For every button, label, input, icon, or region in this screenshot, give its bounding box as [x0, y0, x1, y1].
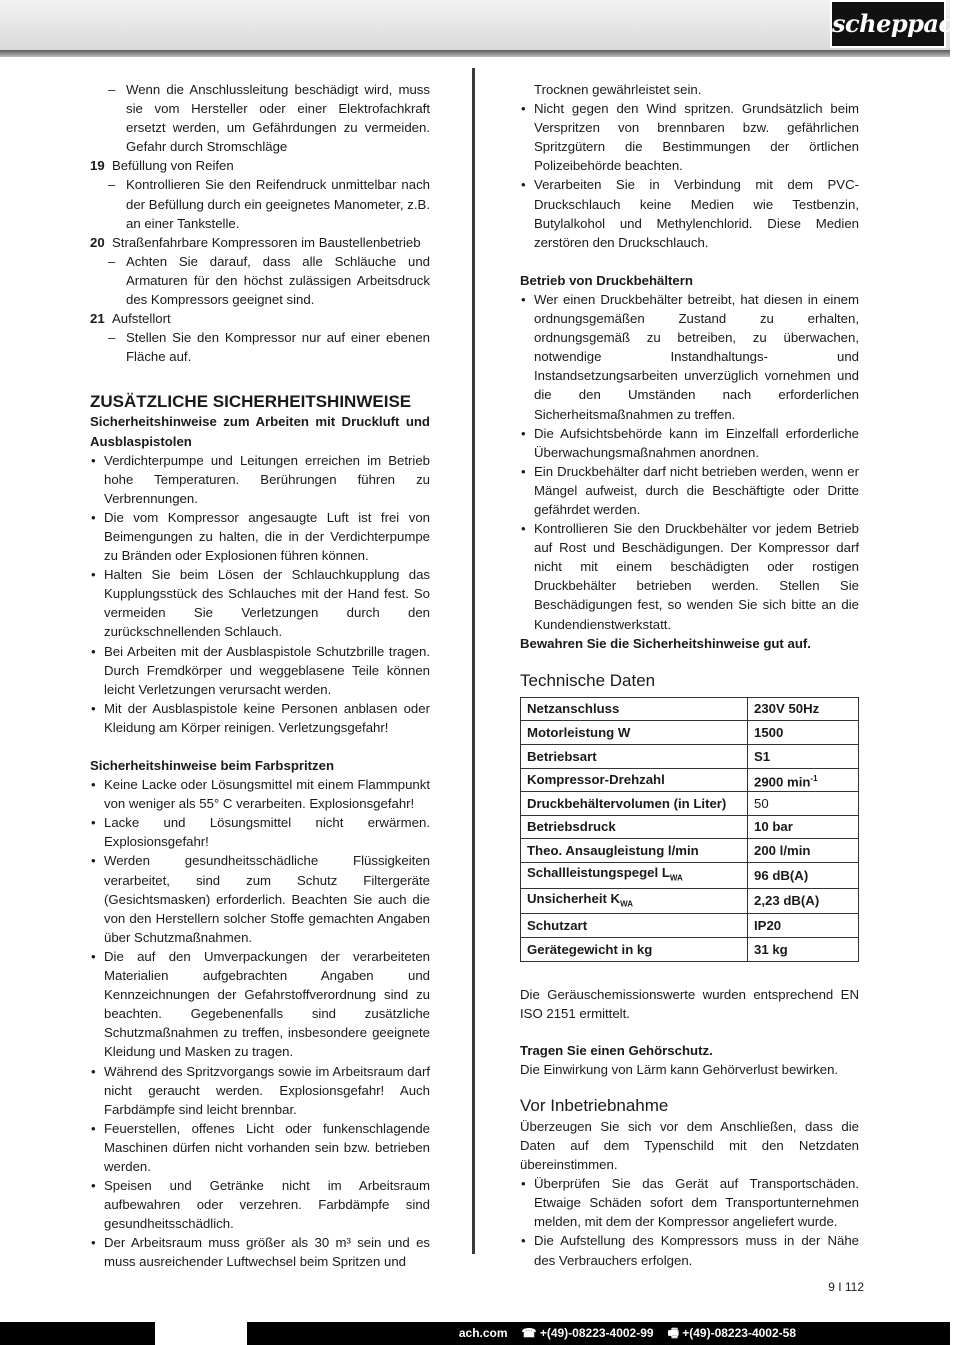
dash-item: [90, 328, 430, 366]
spec-key: Netzanschluss: [521, 697, 748, 721]
table-row: [521, 937, 859, 961]
numbered-item: [90, 156, 430, 175]
bullet-item: [520, 175, 859, 251]
table-row: [521, 862, 859, 888]
dash-text: Wenn die Anschlussleitung beschädigt wird, muss sie vom Hersteller oder einer Elektrofachkraft ersetzt werden, um Gefährdungen zu vermeiden. Gefahr durch Stromschläge: [126, 82, 430, 155]
spec-value: IP20: [748, 914, 859, 938]
bullet-marker: •: [521, 291, 526, 307]
bullet-list-compressed-air: [90, 451, 430, 737]
spec-key-cell: [521, 888, 748, 914]
bullet-marker: •: [521, 101, 526, 117]
bullet-text: Ein Druckbehälter darf nicht betrieben werden, wenn er Mängel aufweist, durch die Beschäftigte oder Dritte gefährdet werden.: [534, 463, 859, 517]
subheading-compressed-air: Sicherheitshinweise zum Arbeiten mit Druckluft und Ausblaspistolen: [90, 414, 430, 449]
spec-value-cell: [748, 768, 859, 792]
tech-data-table: [520, 697, 859, 962]
bullet-text: Wer einen Druckbehälter betreibt, hat diesen in einem ordnungsgemäßen Zustand zu erhalten, ordnungsgemäß zu betreiben, zu überwachen, notwendige Instandhaltungs- und Instandsetzungsarbeiten unverzüglich vornehmen und die den Umständen nach erforderlichen Sicherheitsmaßnahmen zu treffen.: [534, 291, 859, 422]
bullet-marker: •: [91, 948, 96, 964]
bullet-text: Die Aufsichtsbehörde kann im Einzelfall erforderliche Überwachungsmaßnahmen anordnen.: [534, 425, 859, 460]
bullet-text: Nicht gegen den Wind spritzen. Grundsätzlich beim Verspritzen von brennbaren bzw. gefährlichen Spritzgütern die Bestimmungen der örtlichen Polizeibehörde beachten.: [534, 101, 859, 174]
brand-logo: scheppach: [830, 0, 946, 48]
table-row: [521, 721, 859, 745]
table-row: [521, 697, 859, 721]
bullet-item: [90, 1176, 430, 1233]
bullet-item: [90, 642, 430, 699]
continued-text-content: Trocknen gewährleistet sein.: [534, 82, 702, 97]
spec-value: S1: [748, 744, 859, 768]
bullet-marker: •: [91, 853, 96, 869]
spec-key: Betriebsart: [521, 744, 748, 768]
bullet-text: Lacke und Lösungsmittel nicht erwärmen. Explosionsgefahr!: [104, 815, 430, 850]
spec-value: 1500: [748, 721, 859, 745]
spec-key: Unsicherheit K: [527, 890, 621, 906]
item-title: Befüllung von Reifen: [112, 158, 234, 174]
bullet-marker: •: [91, 1120, 96, 1136]
spec-key: Kompressor-Drehzahl: [521, 768, 748, 792]
bullet-text: Werden gesundheitsschädliche Flüssigkeiten verarbeitet, sind zum Schutz Filtergeräte (Gesichtsmasken) erforderlich. Beachten Sie auch die von den Herstellern solcher Stoffe gemachten Angaben über Schutzmaßnahmen.: [104, 853, 430, 945]
item-title: Straßenfahrbare Kompressoren im Baustellenbetrieb: [112, 234, 421, 250]
bullet-item: [90, 775, 430, 813]
bullet-text: Kontrollieren Sie den Druckbehälter vor jedem Betrieb auf Rost und Beschädigungen. Der Kompressor darf nicht mit einem beschädigten oder rostigen Druckbehälter betrieben werden. Stellen Sie Beschädigungen fest, so wenden Sie sich bitte an die Kundendienstwerkstatt.: [534, 521, 859, 632]
bullet-marker: •: [91, 452, 96, 468]
bullet-text: Speisen und Getränke nicht im Arbeitsraum aufbewahren oder verzehren. Farbdämpfe sind gesundheitsschädlich.: [104, 1178, 430, 1232]
bullet-marker: •: [91, 1063, 96, 1079]
dash-item: [90, 80, 430, 156]
footer-website: ach.com: [458, 1326, 508, 1340]
bullet-item: [90, 1062, 430, 1119]
bullet-text: Feuerstellen, offenes Licht oder funkenschlagende Maschinen dürfen nicht vorhanden sein bzw. betrieben werden.: [104, 1120, 430, 1174]
bullet-text: Die auf den Umverpackungen der verarbeiteten Materialien aufgebrachten Angaben und Kennzeichnungen der Gefahrstoffverordnung sind zu beachten. Gegebenenfalls sind zusätzliche Schutzmaßnahmen zu treffen, insbesondere geeignete Kleidung und Masken zu tragen.: [104, 948, 430, 1060]
bullet-item: [520, 519, 859, 634]
spec-value: 2,23 dB(A): [748, 888, 859, 914]
header-rule: [0, 50, 950, 57]
spec-key: Betriebsdruck: [521, 815, 748, 839]
spec-value: 50: [748, 792, 859, 816]
spec-key: Druckbehältervolumen (in Liter): [521, 792, 748, 816]
bullet-text: Halten Sie beim Lösen der Schlauchkupplung das Kupplungsstück des Schlauches mit der Hand fest. So vermeiden Sie Verletzungen durch den zurückschnellenden Schlauch.: [104, 567, 430, 640]
item-number: 20: [90, 234, 105, 250]
spec-value-superscript: -1: [810, 773, 818, 783]
bullet-item: [90, 813, 430, 851]
bullet-item: [520, 1231, 859, 1269]
spec-key: Gerätegewicht in kg: [521, 937, 748, 961]
bullet-marker: •: [91, 643, 96, 659]
table-row: [521, 792, 859, 816]
bullet-text: Der Arbeitsraum muss größer als 30 m³ sein und es muss ausreichender Luftwechsel beim Spritzen und: [104, 1235, 430, 1270]
spec-key: Schutzart: [521, 914, 748, 938]
bullet-list-paint-spraying: [90, 775, 430, 1271]
dash-text: Kontrollieren Sie den Reifendruck unmittelbar nach der Befüllung durch ein geeignetes Manometer, z.B. an einer Tankstelle.: [126, 177, 430, 231]
dash-marker: –: [108, 330, 116, 346]
bullet-marker: •: [91, 815, 96, 831]
bullet-marker: •: [91, 567, 96, 583]
subheading-pressure-vessels: Betrieb von Druckbehältern: [520, 272, 693, 288]
bullet-text: Verarbeiten Sie in Verbindung mit dem PVC-Druckschlauch keine Medien wie Testbenzin, Butylalkohol und Methylenchlorid. Diese Medien zerstören den Druckschlauch.: [534, 177, 859, 250]
table-row: [521, 914, 859, 938]
bullet-text: Die vom Kompressor angesaugte Luft ist frei von Beimengungen zu halten, die in der Verdichterpumpe zu Bränden oder Explosionen führen können.: [104, 509, 430, 564]
bullet-text: Die Aufstellung des Kompressors muss in der Nähe des Verbrauchers erfolgen.: [534, 1233, 859, 1268]
subheading-paint-spraying: Sicherheitshinweise beim Farbspritzen: [90, 758, 335, 773]
keep-instructions-note: Bewahren Sie die Sicherheitshinweise gut auf.: [520, 635, 811, 651]
header-band: [0, 0, 950, 52]
bullet-text: Überprüfen Sie das Gerät auf Transportschäden. Etwaige Schäden sofort dem Transportunternehmen melden, mit dem der Kompressor angeliefert wurde.: [534, 1176, 859, 1230]
spec-key: Motorleistung W: [521, 721, 748, 745]
bullet-item: [90, 451, 430, 508]
spec-key-subscript: WA: [669, 873, 683, 883]
dash-marker: –: [108, 253, 116, 269]
bullet-item: [520, 462, 859, 519]
dash-text: Achten Sie darauf, dass alle Schläuche und Armaturen für den höchst zulässigen Arbeitsdruck des Kompressors geeignet sind.: [126, 253, 430, 308]
spec-value: 10 bar: [748, 815, 859, 839]
item-title: Aufstellort: [112, 311, 171, 327]
dash-marker: –: [108, 82, 116, 97]
bullet-item: [90, 508, 430, 565]
dash-text: Stellen Sie den Kompressor nur auf einer ebenen Fläche auf.: [126, 330, 430, 365]
bullet-item: [90, 947, 430, 1062]
continued-text: [520, 80, 859, 99]
spec-value: 200 l/min: [748, 839, 859, 863]
bullet-item: [90, 851, 430, 946]
bullet-marker: •: [91, 1235, 96, 1251]
bullet-item: [90, 1119, 430, 1176]
numbered-list: [90, 80, 430, 366]
page-number: 9 I 112: [828, 1280, 864, 1294]
bullet-marker: •: [91, 509, 96, 525]
spec-key-subscript: WA: [620, 899, 633, 909]
numbered-item: [90, 233, 430, 252]
table-row: [521, 768, 859, 792]
bullet-item: [520, 290, 859, 424]
footer-fax: 🖷 +(49)-08223-4002-58: [667, 1326, 796, 1340]
spec-value: 96 dB(A): [748, 862, 859, 888]
bullet-item: [90, 565, 430, 641]
left-column: [90, 80, 430, 1272]
bullet-marker: •: [521, 1176, 526, 1192]
bullet-marker: •: [521, 1233, 526, 1249]
bullet-text: Bei Arbeiten mit der Ausblaspistole Schutzbrille tragen. Durch Fremdkörper und weggeblasene Teile können leicht Verletzungen verursacht werden.: [104, 643, 430, 697]
spec-value: 230V 50Hz: [748, 697, 859, 721]
spec-value: 2900 min: [754, 773, 811, 789]
tech-data-heading: Technische Daten: [520, 670, 656, 690]
bullet-list-pressure-vessels: [520, 290, 859, 634]
bullet-marker: •: [521, 177, 526, 193]
bullet-item: [520, 1174, 859, 1231]
bullet-text: Während des Spritzvorgangs sowie im Arbeitsraum darf nicht geraucht werden. Explosionsgefahr! Auch Farbdämpfe sind leicht brennbar.: [104, 1063, 430, 1117]
bullet-item: [90, 1233, 430, 1271]
before-use-text: Überzeugen Sie sich vor dem Anschließen, dass die Daten auf dem Typenschild mit den Netzdaten übereinstimmen.: [520, 1118, 859, 1173]
bullet-marker: •: [91, 1178, 96, 1194]
bullet-marker: •: [91, 700, 96, 716]
before-use-heading: Vor Inbetriebnahme: [520, 1095, 669, 1115]
dash-item: [90, 175, 430, 232]
ear-protection-text: Die Einwirkung von Lärm kann Gehörverlust bewirken.: [520, 1061, 839, 1077]
footer-phone: ☎ +(49)-08223-4002-99: [521, 1326, 654, 1340]
table-row: [521, 744, 859, 768]
bullet-marker: •: [521, 425, 526, 441]
table-row: [521, 815, 859, 839]
bullet-item: [90, 699, 430, 737]
item-number: 19: [90, 158, 105, 174]
bullet-marker: •: [521, 463, 526, 479]
bullet-text: Verdichterpumpe und Leitungen erreichen im Betrieb hohe Temperaturen. Berührungen führen zu Verbrennungen.: [104, 452, 430, 506]
spec-key: Schallleistungspegel L: [527, 864, 670, 880]
section-heading-safety: ZUSÄTZLICHE SICHERHEITSHINWEISE: [90, 392, 412, 412]
table-row: [521, 839, 859, 863]
bullet-item: [520, 99, 859, 175]
bullet-text: Keine Lacke oder Lösungsmittel mit einem Flammpunkt von weniger als 55° C verarbeiten. Explosionsgefahr!: [104, 777, 430, 812]
footer-contact: [0, 1325, 796, 1341]
table-row: [521, 888, 859, 914]
ear-protection-heading: Tragen Sie einen Gehörschutz.: [520, 1042, 713, 1058]
bullet-item: [520, 424, 859, 462]
bullet-text: Mit der Ausblaspistole keine Personen anblasen oder Kleidung am Körper reinigen. Verletzungsgefahr!: [104, 700, 430, 735]
numbered-item: [90, 309, 430, 328]
spec-key-cell: [521, 862, 748, 888]
dash-item: [90, 252, 430, 309]
item-number: 21: [90, 311, 105, 327]
noise-emission-note: Die Geräuschemissionswerte wurden entsprechend EN ISO 2151 ermittelt.: [520, 986, 859, 1021]
column-divider: [472, 68, 475, 1254]
right-column: [520, 80, 859, 1270]
dash-marker: –: [108, 177, 116, 193]
bullet-marker: •: [521, 521, 526, 537]
spec-value: 31 kg: [748, 937, 859, 961]
bullet-marker: •: [91, 777, 96, 793]
spec-key: Theo. Ansaugleistung l/min: [521, 839, 748, 863]
